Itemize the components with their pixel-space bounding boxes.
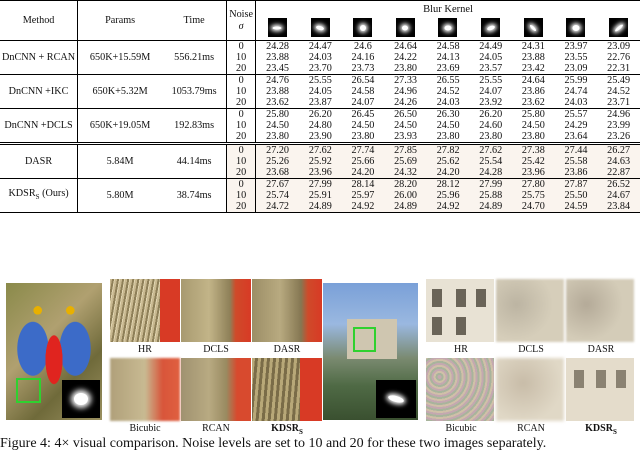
psnr-cell: 24.03 <box>308 52 332 63</box>
psnr-cell: 25.62 <box>427 156 470 167</box>
method-cell: DASR <box>0 144 78 179</box>
psnr-cell: 24.58 <box>351 86 375 97</box>
psnr-cell: 23.88 <box>266 52 290 63</box>
psnr-cell: 24.32 <box>384 167 427 179</box>
psnr-cell: 23.45 <box>266 63 290 74</box>
psnr-cell: 23.26 <box>607 131 631 142</box>
psnr-cell: 25.75 <box>512 190 555 201</box>
psnr-cell: 24.76 <box>266 75 290 86</box>
crop-dasr-right <box>566 279 634 342</box>
psnr-cell: 27.87 <box>555 179 598 191</box>
method-cell: DnCNN +DCLS <box>0 109 78 144</box>
psnr-cell: 25.57 <box>564 109 588 120</box>
psnr-cell: 23.92 <box>479 97 503 108</box>
psnr-cell: 26.50 <box>394 109 417 120</box>
psnr-cell: 23.97 <box>564 41 588 52</box>
psnr-cell: 24.96 <box>394 86 417 97</box>
crop-rcan-right <box>496 358 564 421</box>
crop-kdsr-left <box>252 358 322 421</box>
psnr-cell: 24.52 <box>607 86 631 97</box>
psnr-cell: 24.64 <box>394 41 417 52</box>
psnr-cell: 25.55 <box>308 75 332 86</box>
psnr-cell: 24.28 <box>266 41 290 52</box>
zoom-region-box <box>16 378 41 403</box>
label-dcls-left: DCLS <box>203 344 229 355</box>
psnr-cell: 25.54 <box>469 156 512 167</box>
psnr-cell: 28.14 <box>342 179 385 191</box>
psnr-cell: 24.80 <box>308 120 332 131</box>
blur-kernel-title: Blur Kernel <box>423 4 473 15</box>
psnr-cell: 26.27 <box>597 144 640 157</box>
psnr-cell: 24.74 <box>564 86 588 97</box>
noise-label: Noise <box>229 8 253 20</box>
sigma-cell: 10 <box>227 190 256 201</box>
psnr-cell: 23.80 <box>436 131 460 142</box>
kernel-icon-7 <box>524 18 543 37</box>
psnr-cell: 27.33 <box>394 75 417 86</box>
sigma-cell: 0 <box>227 109 256 121</box>
label-kdsr-left: $KDSR_S$ <box>271 423 303 436</box>
psnr-cell: 27.67 <box>256 179 299 191</box>
kernel-icon-8 <box>566 18 585 37</box>
psnr-cell: 23.64 <box>564 131 588 142</box>
time-cell: 38.74ms <box>162 179 227 213</box>
psnr-cell: 27.80 <box>512 179 555 191</box>
params-cell: 650K+19.05M <box>89 120 151 131</box>
crop-hr-left <box>110 279 180 342</box>
psnr-cell: 25.99 <box>564 75 588 86</box>
psnr-cell: 23.55 <box>564 52 588 63</box>
col-method: Method <box>0 1 78 41</box>
kernel-icon-5 <box>438 18 457 37</box>
psnr-cell: 24.20 <box>427 167 470 179</box>
psnr-cell: 23.69 <box>436 63 460 74</box>
psnr-cell: 25.80 <box>521 109 545 120</box>
col-params: Params <box>105 15 136 26</box>
psnr-cell: 23.70 <box>308 63 332 74</box>
time-cell: 556.21ms <box>162 41 227 75</box>
psnr-cell: 23.88 <box>266 86 290 97</box>
psnr-cell: 24.92 <box>342 201 385 213</box>
kernel-icon-1 <box>268 18 287 37</box>
psnr-cell: 24.03 <box>436 97 460 108</box>
psnr-cell: 25.74 <box>256 190 299 201</box>
label-hr-left: HR <box>138 344 152 355</box>
psnr-cell: 27.44 <box>555 144 598 157</box>
sigma-cell: 10 <box>227 86 256 97</box>
sigma-cell: 0 <box>227 75 256 87</box>
psnr-cell: 24.16 <box>351 52 375 63</box>
psnr-cell: 23.09 <box>564 63 588 74</box>
psnr-cell: 24.50 <box>266 120 290 131</box>
psnr-cell: 26.20 <box>479 109 503 120</box>
psnr-cell: 22.31 <box>607 63 631 74</box>
time-cell: 1053.79ms <box>162 75 227 109</box>
psnr-cell: 24.50 <box>351 120 375 131</box>
sigma-cell: 10 <box>227 156 256 167</box>
psnr-cell: 24.49 <box>479 41 503 52</box>
sigma-symbol: σ <box>238 20 244 32</box>
psnr-cell: 24.89 <box>299 201 342 213</box>
psnr-cell: 24.29 <box>564 120 588 131</box>
psnr-cell: 24.13 <box>436 52 460 63</box>
crop-dasr-left <box>252 279 322 342</box>
crop-bicubic-left <box>110 358 180 421</box>
psnr-cell: 24.50 <box>436 120 460 131</box>
psnr-cell: 25.26 <box>256 156 299 167</box>
crop-hr-right <box>426 279 494 342</box>
psnr-cell: 24.52 <box>436 86 460 97</box>
label-bicubic-left: Bicubic <box>129 423 161 434</box>
psnr-cell: 27.62 <box>469 144 512 157</box>
psnr-cell: 24.22 <box>394 52 417 63</box>
psnr-cell: 24.05 <box>308 86 332 97</box>
psnr-cell: 23.96 <box>512 167 555 179</box>
psnr-cell: 23.80 <box>521 131 545 142</box>
time-cell: 44.14ms <box>162 144 227 179</box>
psnr-cell: 24.63 <box>597 156 640 167</box>
sigma-cell: 20 <box>227 167 256 179</box>
figure-caption: Figure 4: 4× visual comparison. Noise levels are set to 10 and 20 for these two images separately. <box>0 436 547 451</box>
crop-bicubic-right <box>426 358 494 421</box>
zoom-region-box-right <box>353 327 376 352</box>
params-cell: 650K+5.32M <box>92 86 148 97</box>
col-noise <box>227 1 256 41</box>
label-rcan-left: RCAN <box>202 423 230 434</box>
psnr-cell: 24.89 <box>384 201 427 213</box>
psnr-cell: 25.49 <box>607 75 631 86</box>
time-cell: 192.83ms <box>162 109 227 144</box>
sigma-cell: 0 <box>227 144 256 157</box>
kernel-icon-4 <box>396 18 415 37</box>
psnr-cell: 27.99 <box>299 179 342 191</box>
sigma-cell: 10 <box>227 52 256 63</box>
psnr-cell: 23.80 <box>394 63 417 74</box>
kernel-row <box>256 18 640 37</box>
kernel-icon-9 <box>609 18 628 37</box>
psnr-cell: 24.05 <box>479 52 503 63</box>
psnr-cell: 24.70 <box>512 201 555 213</box>
table-row <box>0 179 640 191</box>
psnr-cell: 25.91 <box>299 190 342 201</box>
psnr-cell: 23.57 <box>479 63 503 74</box>
psnr-cell: 24.89 <box>469 201 512 213</box>
psnr-cell: 24.67 <box>597 190 640 201</box>
table-row <box>0 144 640 157</box>
method-cell: $KDSR_S$ (Ours) <box>0 179 78 213</box>
method-cell: DnCNN + RCAN <box>0 41 78 75</box>
psnr-cell: 25.69 <box>384 156 427 167</box>
psnr-cell: 28.20 <box>384 179 427 191</box>
psnr-cell: 25.88 <box>469 190 512 201</box>
psnr-cell: 22.87 <box>597 167 640 179</box>
psnr-cell: 23.68 <box>256 167 299 179</box>
params-cell: 650K+15.59M <box>89 52 151 63</box>
psnr-cell: 23.42 <box>521 63 545 74</box>
psnr-cell: 24.31 <box>521 41 545 52</box>
psnr-cell: 26.00 <box>384 190 427 201</box>
psnr-cell: 23.93 <box>394 131 417 142</box>
psnr-cell: 23.96 <box>299 167 342 179</box>
psnr-cell: 24.92 <box>427 201 470 213</box>
label-bicubic-right: Bicubic <box>445 423 477 434</box>
psnr-cell: 24.26 <box>394 97 417 108</box>
psnr-cell: 23.86 <box>555 167 598 179</box>
psnr-cell: 24.50 <box>521 120 545 131</box>
psnr-cell: 23.80 <box>351 131 375 142</box>
psnr-cell: 24.47 <box>308 41 332 52</box>
psnr-cell: 27.20 <box>256 144 299 157</box>
psnr-cell: 24.03 <box>564 97 588 108</box>
psnr-cell: 28.12 <box>427 179 470 191</box>
sigma-cell: 20 <box>227 131 256 144</box>
psnr-cell: 23.73 <box>351 63 375 74</box>
results-table <box>0 0 640 213</box>
psnr-cell: 23.80 <box>266 131 290 142</box>
psnr-cell: 23.90 <box>308 131 332 142</box>
psnr-cell: 26.45 <box>351 109 375 120</box>
castle-full-image <box>323 283 418 420</box>
psnr-cell: 24.59 <box>555 201 598 213</box>
baboon-full-image <box>6 283 102 420</box>
psnr-cell: 23.87 <box>308 97 332 108</box>
params-cell: 5.80M <box>106 190 134 201</box>
psnr-cell: 25.96 <box>427 190 470 201</box>
table-body <box>0 41 640 213</box>
label-dasr-right: DASR <box>587 344 615 355</box>
psnr-cell: 24.58 <box>436 41 460 52</box>
psnr-cell: 25.97 <box>342 190 385 201</box>
psnr-cell: 27.38 <box>512 144 555 157</box>
psnr-cell: 23.62 <box>521 97 545 108</box>
kernel-icon-2 <box>311 18 330 37</box>
psnr-cell: 26.52 <box>597 179 640 191</box>
psnr-cell: 24.72 <box>256 201 299 213</box>
psnr-cell: 23.09 <box>607 41 631 52</box>
psnr-cell: 24.28 <box>469 167 512 179</box>
col-time: Time <box>162 1 227 41</box>
psnr-cell: 23.86 <box>521 86 545 97</box>
psnr-cell: 24.20 <box>342 167 385 179</box>
crop-rcan-left <box>181 358 251 421</box>
psnr-cell: 24.07 <box>351 97 375 108</box>
label-dasr-left: DASR <box>273 344 301 355</box>
crop-kdsr-right <box>566 358 634 421</box>
psnr-cell: 23.80 <box>479 131 503 142</box>
params-cell: 5.84M <box>106 156 134 167</box>
psnr-cell: 23.88 <box>521 52 545 63</box>
psnr-cell: 25.66 <box>342 156 385 167</box>
table-row <box>0 41 640 53</box>
crop-dcls-right <box>496 279 564 342</box>
psnr-cell: 25.80 <box>266 109 290 120</box>
psnr-cell: 27.85 <box>384 144 427 157</box>
sigma-cell: 20 <box>227 201 256 213</box>
psnr-cell: 22.76 <box>607 52 631 63</box>
kernel-icon-3 <box>353 18 372 37</box>
psnr-cell: 23.99 <box>607 120 631 131</box>
label-dcls-right: DCLS <box>518 344 544 355</box>
psnr-cell: 23.71 <box>607 97 631 108</box>
psnr-cell: 25.42 <box>512 156 555 167</box>
psnr-cell: 26.55 <box>436 75 460 86</box>
psnr-cell: 25.55 <box>479 75 503 86</box>
table-row <box>0 75 640 87</box>
psnr-cell: 24.64 <box>521 75 545 86</box>
kernel-icon-6 <box>481 18 500 37</box>
sigma-cell: 20 <box>227 63 256 75</box>
label-rcan-right: RCAN <box>517 423 545 434</box>
kernel-inset <box>62 380 100 418</box>
psnr-cell: 27.99 <box>469 179 512 191</box>
psnr-cell: 23.62 <box>266 97 290 108</box>
psnr-cell: 27.62 <box>299 144 342 157</box>
method-cell: DnCNN +IKC <box>0 75 78 109</box>
psnr-cell: 27.82 <box>427 144 470 157</box>
kernel-inset-right <box>376 380 416 418</box>
psnr-cell: 24.50 <box>394 120 417 131</box>
psnr-cell: 24.96 <box>607 109 631 120</box>
table-row <box>0 109 640 121</box>
psnr-cell: 24.6 <box>354 41 372 52</box>
sigma-cell: 0 <box>227 179 256 191</box>
sigma-cell: 10 <box>227 120 256 131</box>
crop-dcls-left <box>181 279 251 342</box>
psnr-cell: 26.54 <box>351 75 375 86</box>
label-hr-right: HR <box>454 344 468 355</box>
psnr-cell: 25.50 <box>555 190 598 201</box>
psnr-cell: 26.20 <box>308 109 332 120</box>
psnr-cell: 24.07 <box>479 86 503 97</box>
psnr-cell: 27.74 <box>342 144 385 157</box>
psnr-cell: 26.30 <box>436 109 460 120</box>
blur-kernel-header <box>256 1 640 41</box>
psnr-cell: 25.92 <box>299 156 342 167</box>
psnr-cell: 24.60 <box>479 120 503 131</box>
psnr-cell: 25.58 <box>555 156 598 167</box>
label-kdsr-right: $KDSR_S$ <box>585 423 617 436</box>
psnr-cell: 23.84 <box>597 201 640 213</box>
sigma-cell: 0 <box>227 41 256 53</box>
sigma-cell: 20 <box>227 97 256 109</box>
